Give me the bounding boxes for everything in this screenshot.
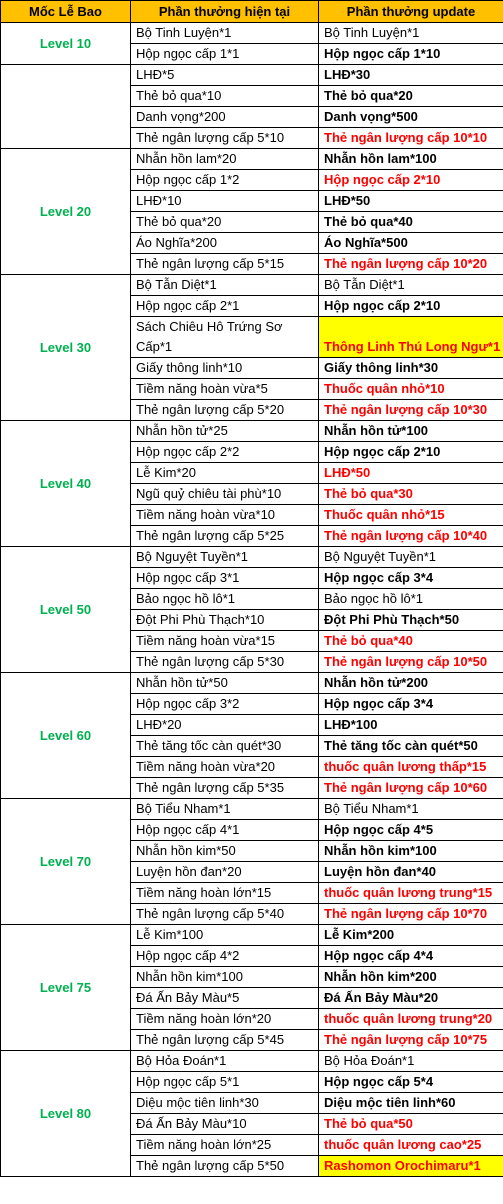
updated-reward-cell: Nhẫn hồn kim*200 [319, 967, 503, 988]
level-cell: Level 10 [1, 23, 131, 65]
current-reward-cell: Hộp ngọc cấp 5*1 [131, 1072, 319, 1093]
current-reward-cell: LHĐ*20 [131, 715, 319, 736]
current-reward-cell: Thẻ ngân lượng cấp 5*45 [131, 1030, 319, 1051]
updated-reward-cell: Thẻ ngân lượng cấp 10*50 [319, 652, 503, 673]
level-cell: Level 70 [1, 799, 131, 925]
table-row [1, 149, 503, 170]
current-reward-cell: Tiềm năng hoàn lớn*20 [131, 1009, 319, 1030]
current-reward-cell: Hộp ngọc cấp 2*1 [131, 296, 319, 317]
updated-reward-cell: LHĐ*50 [319, 463, 503, 484]
updated-reward-cell: Hộp ngọc cấp 4*5 [319, 820, 503, 841]
header-row [1, 1, 503, 23]
current-reward-cell: Nhẫn hồn tử*25 [131, 421, 319, 442]
current-reward-cell: Ngũ quỷ chiêu tài phù*10 [131, 484, 319, 505]
table-row [1, 673, 503, 694]
table-row [1, 799, 503, 820]
updated-reward-cell: Thẻ bỏ qua*50 [319, 1114, 503, 1135]
current-reward-cell: Đá Ấn Bảy Màu*10 [131, 1114, 319, 1135]
current-reward-cell: Giấy thông linh*10 [131, 358, 319, 379]
updated-reward-cell: Bộ Hỏa Đoán*1 [319, 1051, 503, 1072]
current-reward-cell: Áo Nghĩa*200 [131, 233, 319, 254]
updated-reward-cell: Thẻ ngân lượng cấp 10*20 [319, 254, 503, 275]
table-row [1, 547, 503, 568]
current-reward-cell: LHĐ*10 [131, 191, 319, 212]
current-reward-cell: Đột Phi Phù Thạch*10 [131, 610, 319, 631]
current-reward-cell: Hộp ngọc cấp 4*2 [131, 946, 319, 967]
updated-reward-cell: Hộp ngọc cấp 2*10 [319, 442, 503, 463]
updated-reward-cell: Đá Ấn Bảy Màu*20 [319, 988, 503, 1009]
table-row [1, 23, 503, 44]
updated-reward-cell: Hộp ngọc cấp 3*4 [319, 694, 503, 715]
current-reward-cell: Thẻ ngân lượng cấp 5*35 [131, 778, 319, 799]
updated-reward-cell: Hộp ngọc cấp 4*4 [319, 946, 503, 967]
current-reward-cell: Đá Ấn Bảy Màu*5 [131, 988, 319, 1009]
updated-reward-cell: Luyện hồn đan*40 [319, 862, 503, 883]
updated-reward-cell: Thẻ ngân lượng cấp 10*30 [319, 400, 503, 421]
updated-reward-cell: Giấy thông linh*30 [319, 358, 503, 379]
updated-reward-cell: Diệu mộc tiên linh*60 [319, 1093, 503, 1114]
updated-reward-cell: Bộ Tinh Luyện*1 [319, 23, 503, 44]
current-reward-cell: Nhẫn hồn kim*100 [131, 967, 319, 988]
updated-reward-cell: Thẻ ngân lượng cấp 10*70 [319, 904, 503, 925]
current-reward-cell: Nhẫn hồn tử*50 [131, 673, 319, 694]
updated-reward-cell: thuốc quân lương thấp*15 [319, 757, 503, 778]
current-reward-cell: Lễ Kim*100 [131, 925, 319, 946]
updated-reward-cell: Thẻ ngân lượng cấp 10*75 [319, 1030, 503, 1051]
current-reward-cell: Hộp ngọc cấp 1*1 [131, 44, 319, 65]
updated-reward-cell: Bộ Nguyệt Tuyền*1 [319, 547, 503, 568]
updated-reward-cell: Hộp ngọc cấp 3*4 [319, 568, 503, 589]
current-reward-cell: Hộp ngọc cấp 3*2 [131, 694, 319, 715]
updated-reward-cell: Bộ Tiểu Nham*1 [319, 799, 503, 820]
header-current-reward: Phần thưởng hiện tại [131, 1, 319, 23]
level-cell: Level 75 [1, 925, 131, 1051]
current-reward-cell: Thẻ ngân lượng cấp 5*15 [131, 254, 319, 275]
current-reward-cell: Hộp ngọc cấp 2*2 [131, 442, 319, 463]
updated-reward-cell: Danh vọng*500 [319, 107, 503, 128]
updated-reward-cell: Áo Nghĩa*500 [319, 233, 503, 254]
updated-reward-cell: Thẻ tăng tốc càn quét*50 [319, 736, 503, 757]
updated-reward-cell: Hộp ngọc cấp 2*10 [319, 170, 503, 191]
current-reward-cell: Thẻ bỏ qua*10 [131, 86, 319, 107]
updated-reward-cell: Thuốc quân nhỏ*10 [319, 379, 503, 400]
table-row [1, 421, 503, 442]
updated-reward-cell: thuốc quân lương trung*15 [319, 883, 503, 904]
current-reward-cell: Bộ Hỏa Đoán*1 [131, 1051, 319, 1072]
current-reward-cell: Bộ Tinh Luyện*1 [131, 23, 319, 44]
updated-reward-cell: Hộp ngọc cấp 5*4 [319, 1072, 503, 1093]
updated-reward-cell: Rashomon Orochimaru*1 [319, 1156, 503, 1177]
current-reward-cell: Tiềm năng hoàn vừa*20 [131, 757, 319, 778]
current-reward-cell: Thẻ ngân lượng cấp 5*40 [131, 904, 319, 925]
updated-reward-cell: Hộp ngọc cấp 2*10 [319, 296, 503, 317]
updated-reward-cell: Lễ Kim*200 [319, 925, 503, 946]
level-cell: Level 20 [1, 149, 131, 275]
current-reward-cell: Nhẫn hồn kim*50 [131, 841, 319, 862]
current-reward-cell: Lễ Kim*20 [131, 463, 319, 484]
level-cell: Level 40 [1, 421, 131, 547]
updated-reward-cell: Thông Linh Thú Long Ngư*1 [319, 317, 503, 358]
updated-reward-cell: Thẻ ngân lượng cấp 10*40 [319, 526, 503, 547]
level-cell: Level 50 [1, 547, 131, 673]
current-reward-cell: Bộ Tẫn Diệt*1 [131, 275, 319, 296]
current-reward-cell: Thẻ ngân lượng cấp 5*10 [131, 128, 319, 149]
updated-reward-cell: LHĐ*50 [319, 191, 503, 212]
table-row [1, 925, 503, 946]
current-reward-cell: Hộp ngọc cấp 3*1 [131, 568, 319, 589]
updated-reward-cell: Bảo ngọc hồ lô*1 [319, 589, 503, 610]
updated-reward-cell: Nhẫn hồn tử*100 [319, 421, 503, 442]
current-reward-cell: LHĐ*5 [131, 65, 319, 86]
current-reward-cell: Hộp ngọc cấp 4*1 [131, 820, 319, 841]
current-reward-cell: Thẻ bỏ qua*20 [131, 212, 319, 233]
current-reward-cell: Bộ Tiểu Nham*1 [131, 799, 319, 820]
level-cell: Level 80 [1, 1051, 131, 1177]
updated-reward-cell: Thẻ bỏ qua*40 [319, 212, 503, 233]
current-reward-cell: Diệu mộc tiên linh*30 [131, 1093, 319, 1114]
updated-reward-cell: Thẻ bỏ qua*40 [319, 631, 503, 652]
current-reward-cell: Tiềm năng hoàn lớn*25 [131, 1135, 319, 1156]
updated-reward-cell: Nhẫn hồn tử*200 [319, 673, 503, 694]
updated-reward-cell: Nhẫn hồn lam*100 [319, 149, 503, 170]
updated-reward-cell: Đột Phi Phù Thạch*50 [319, 610, 503, 631]
level-cell: Level 30 [1, 275, 131, 421]
updated-reward-cell: Thẻ bỏ qua*20 [319, 86, 503, 107]
current-reward-cell: Danh vọng*200 [131, 107, 319, 128]
updated-reward-cell: thuốc quân lương cao*25 [319, 1135, 503, 1156]
updated-reward-cell: Thẻ bỏ qua*30 [319, 484, 503, 505]
table-row [1, 1051, 503, 1072]
current-reward-cell: Bộ Nguyệt Tuyền*1 [131, 547, 319, 568]
current-reward-cell: Thẻ ngân lượng cấp 5*20 [131, 400, 319, 421]
updated-reward-cell: Hộp ngọc cấp 1*10 [319, 44, 503, 65]
updated-reward-cell: Thẻ ngân lượng cấp 10*10 [319, 128, 503, 149]
table-row [1, 65, 503, 86]
current-reward-cell: Thẻ ngân lượng cấp 5*50 [131, 1156, 319, 1177]
current-reward-cell: Tiềm năng hoàn vừa*5 [131, 379, 319, 400]
current-reward-cell: Thẻ ngân lượng cấp 5*30 [131, 652, 319, 673]
updated-reward-cell: Thuốc quân nhỏ*15 [319, 505, 503, 526]
current-reward-cell: Nhẫn hồn lam*20 [131, 149, 319, 170]
header-updated-reward: Phần thưởng update [319, 1, 503, 23]
current-reward-cell: Thẻ ngân lượng cấp 5*25 [131, 526, 319, 547]
updated-reward-cell: LHĐ*30 [319, 65, 503, 86]
updated-reward-cell: LHĐ*100 [319, 715, 503, 736]
reward-table-body [1, 23, 503, 1177]
level-cell: Level 60 [1, 673, 131, 799]
current-reward-cell: Tiềm năng hoàn lớn*15 [131, 883, 319, 904]
updated-reward-cell: Nhẫn hồn kim*100 [319, 841, 503, 862]
table-row [1, 275, 503, 296]
updated-reward-cell: Thẻ ngân lượng cấp 10*60 [319, 778, 503, 799]
level-cell [1, 65, 131, 149]
updated-reward-cell: Bộ Tẫn Diệt*1 [319, 275, 503, 296]
current-reward-cell: Bảo ngọc hồ lô*1 [131, 589, 319, 610]
current-reward-cell: Sách Chiêu Hô Trứng Sơ Cấp*1 [131, 317, 319, 358]
current-reward-cell: Thẻ tăng tốc càn quét*30 [131, 736, 319, 757]
updated-reward-cell: thuốc quân lương trung*20 [319, 1009, 503, 1030]
current-reward-cell: Luyện hồn đan*20 [131, 862, 319, 883]
current-reward-cell: Tiềm năng hoàn vừa*10 [131, 505, 319, 526]
current-reward-cell: Tiềm năng hoàn vừa*15 [131, 631, 319, 652]
header-milestone: Mốc Lễ Bao [1, 1, 131, 23]
current-reward-cell: Hộp ngọc cấp 1*2 [131, 170, 319, 191]
